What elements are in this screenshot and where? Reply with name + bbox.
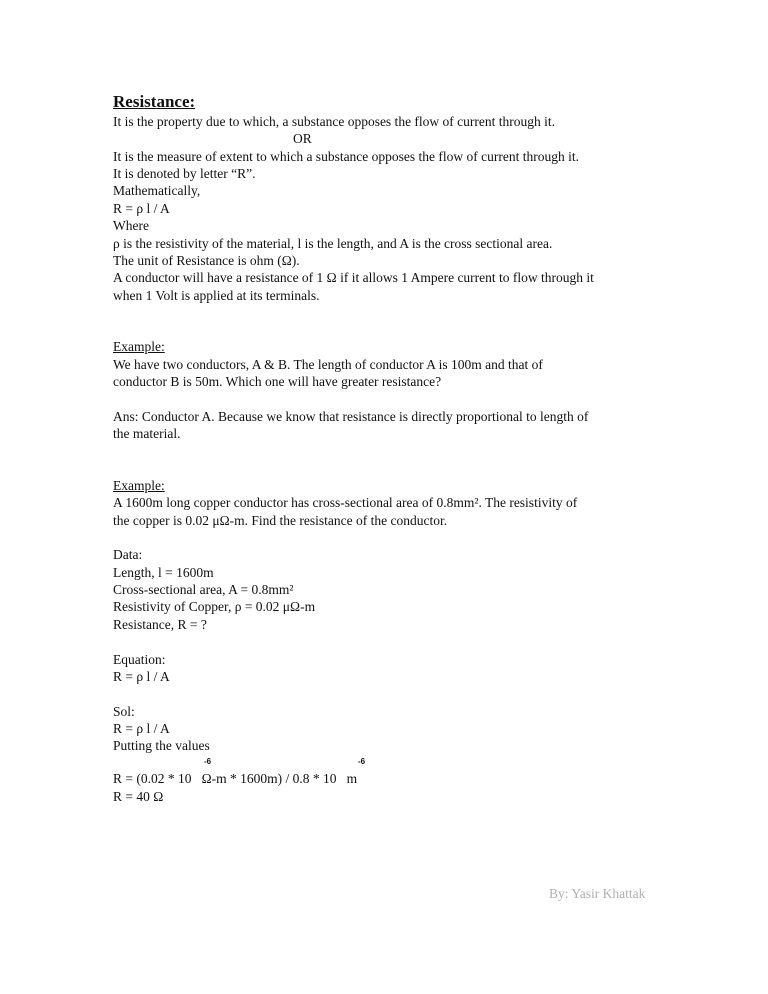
- example-1-question-line-1: We have two conductors, A & B. The length of conductor A is 100m and that of: [113, 357, 543, 372]
- data-resistivity: Resistivity of Copper, ρ = 0.02 μΩ-m: [113, 599, 316, 614]
- exponent-1: -6: [204, 757, 212, 766]
- example-2-heading: Example:: [113, 478, 165, 493]
- or-separator: OR: [293, 131, 312, 146]
- solution-formula: R = ρ l / A: [113, 721, 170, 736]
- exponent-2: -6: [358, 757, 366, 766]
- author-credit: By: Yasir Khattak: [549, 886, 646, 901]
- data-area: Cross-sectional area, A = 0.8mm²: [113, 582, 294, 597]
- definition-line-3: It is denoted by letter “R”.: [113, 166, 256, 181]
- definition-line-1: It is the property due to which, a substance opposes the flow of current through it.: [113, 114, 556, 129]
- example-1-heading: Example:: [113, 339, 165, 354]
- mathematically-label: Mathematically,: [113, 183, 201, 198]
- where-label: Where: [113, 218, 149, 233]
- example-1-question-line-2: conductor B is 50m. Which one will have greater resistance?: [113, 374, 442, 389]
- example-2-question-line-2: the copper is 0.02 μΩ-m. Find the resistance of the conductor.: [113, 513, 448, 528]
- ohm-definition-line-2: when 1 Volt is applied at its terminals.: [113, 288, 320, 303]
- putting-values-label: Putting the values: [113, 738, 210, 753]
- unit-line: The unit of Resistance is ohm (Ω).: [113, 253, 300, 268]
- page-title: Resistance:: [113, 92, 196, 111]
- data-length: Length, l = 1600m: [113, 565, 214, 580]
- example-2-question-line-1: A 1600m long copper conductor has cross-sectional area of 0.8mm². The resistivity of: [113, 495, 578, 510]
- result-line: R = 40 Ω: [113, 789, 164, 804]
- data-heading: Data:: [113, 547, 143, 562]
- equation-heading: Equation:: [113, 652, 166, 667]
- example-1-answer-line-2: the material.: [113, 426, 181, 441]
- data-resistance: Resistance, R = ?: [113, 617, 207, 632]
- equation-formula: R = ρ l / A: [113, 669, 170, 684]
- ohm-definition-line-1: A conductor will have a resistance of 1 Ω if it allows 1 Ampere current to flow through it: [113, 270, 594, 285]
- definition-line-2: It is the measure of extent to which a substance opposes the flow of current through it.: [113, 149, 580, 164]
- solution-heading: Sol:: [113, 704, 135, 719]
- resistance-formula: R = ρ l / A: [113, 201, 170, 216]
- calculation-line: R = (0.02 * 10 Ω-m * 1600m) / 0.8 * 10 m: [113, 771, 358, 786]
- where-description: ρ is the resistivity of the material, l is the length, and A is the cross sectional area.: [113, 236, 553, 251]
- example-1-answer-line-1: Ans: Conductor A. Because we know that resistance is directly proportional to length of: [113, 409, 589, 424]
